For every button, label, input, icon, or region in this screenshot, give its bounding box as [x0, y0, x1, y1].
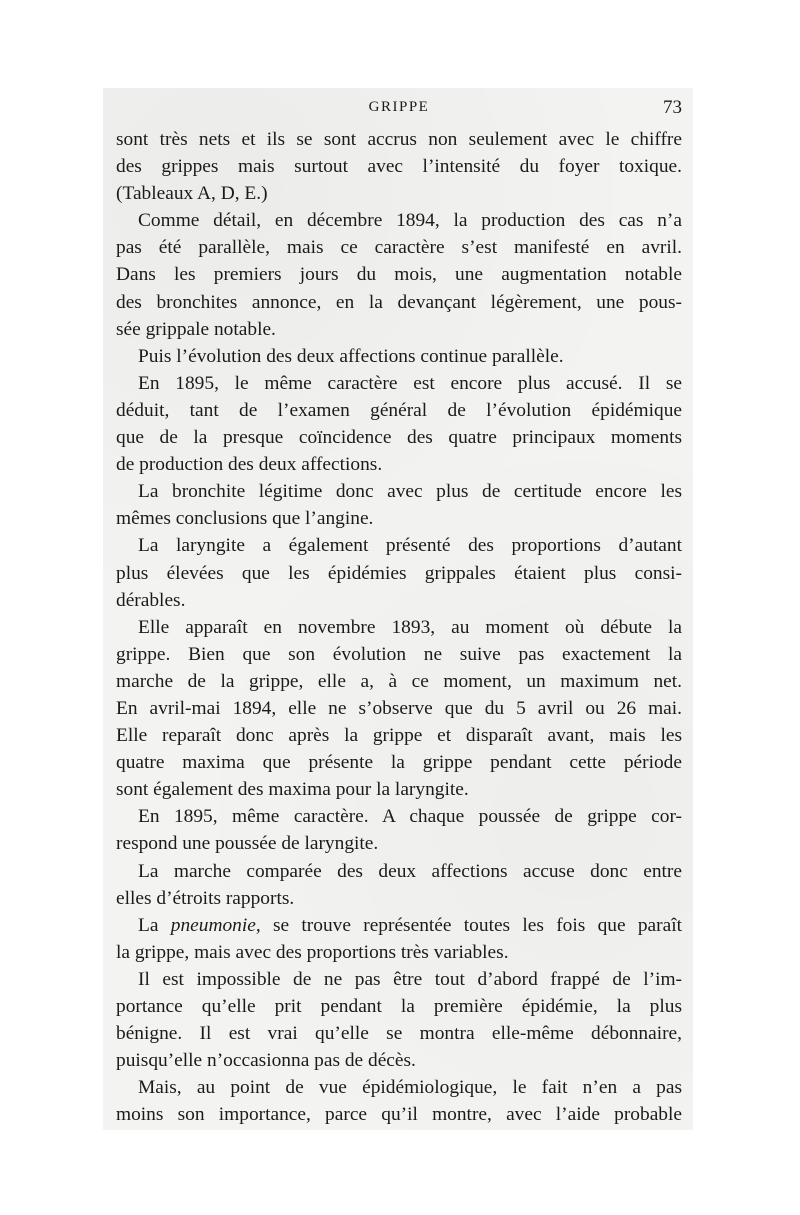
text-line: Elle apparaît en novembre 1893, au moment où débute la [138, 616, 682, 638]
text-line: En 1895, le même caractère est encore plus accusé. Il se [138, 372, 682, 394]
text-line: quatre maxima que présente la grippe pendant cette période [116, 752, 682, 774]
text-line: Mais, au point de vue épidémiologique, le fait n’en a pas [138, 1077, 682, 1099]
text-line: grippe. Bien que son évolution ne suive pas exactement la [116, 643, 682, 665]
text-line: respond une poussée de laryngite. [116, 833, 379, 855]
text-line: (Tableaux A, D, E.) [116, 183, 268, 205]
text-line: La laryngite a également présenté des proportions d’autant [138, 535, 682, 557]
text-line: Puis l’évolution des deux affections continue parallèle. [138, 345, 564, 367]
text-line: Il est impossible de ne pas être tout d’abord frappé de l’im- [138, 968, 682, 990]
text-line: Elle reparaît donc après la grippe et disparaît avant, mais les [116, 725, 682, 747]
text-line-pneumonie [116, 912, 682, 939]
text-line: que de la presque coïncidence des quatre principaux moments [116, 427, 682, 449]
text-line: La bronchite légitime donc avec plus de certitude encore les [138, 481, 682, 503]
text-line: des bronchites annonce, en la devançant légèrement, une pous- [116, 291, 682, 313]
text-line: portance qu’elle prit pendant la première épidémie, la plus [116, 996, 682, 1017]
text-line: mêmes conclusions que l’angine. [116, 508, 374, 530]
text-line: pas été parallèle, mais ce caractère s’est manifesté en avril. [116, 237, 682, 259]
pneumonie-rest: , se trouve représentée toutes les fois que paraît [255, 914, 683, 936]
text-line: déduit, tant de l’examen général de l’évolution épidémique [116, 399, 682, 421]
text-line: elles d’étroits rapports. [116, 887, 295, 909]
text-line: sée grippale notable. [116, 318, 276, 340]
page-header [116, 97, 682, 123]
text-line: bénigne. Il est vrai qu’elle se montra elle-même débonnaire, [116, 1023, 682, 1045]
pneumonie-term: pneumonie [170, 914, 256, 936]
text-line: sont très nets et ils se sont accrus non seulement avec le chiffre [116, 129, 682, 150]
text-line: En 1895, même caractère. A chaque poussée de grippe cor- [138, 806, 682, 828]
text-line: la grippe, mais avec des proportions très variables. [116, 941, 509, 963]
text-line: puisqu’elle n’occasionna pas de décès. [116, 1050, 416, 1072]
running-head: GRIPPE [368, 99, 430, 115]
text-line: plus élevées que les épidémies grippales étaient plus consi- [116, 562, 682, 584]
text-line: La marche comparée des deux affections accuse donc entre [138, 860, 682, 882]
text-line: Dans les premiers jours du mois, une augmentation notable [116, 264, 682, 286]
text-line: Comme détail, en décembre 1894, la production des cas n’a [138, 210, 682, 232]
text-line: moins son importance, parce qu’il montre, avec l’aide probable [116, 1104, 682, 1126]
text-line: sont également des maxima pour la laryngite. [116, 779, 469, 801]
text-line: des grippes mais surtout avec l’intensité du foyer toxique. [116, 156, 682, 178]
text-line: de production des deux affections. [116, 454, 383, 476]
text-line: En avril-mai 1894, elle ne s’observe que du 5 avril ou 26 mai. [116, 697, 682, 719]
text-line: dérables. [116, 589, 186, 611]
page-number: 73 [663, 97, 682, 118]
page-body [116, 126, 682, 1128]
pneumonie-lead: La [138, 914, 171, 936]
text-line: marche de la grippe, elle a, à ce moment, un maximum net. [116, 670, 682, 692]
